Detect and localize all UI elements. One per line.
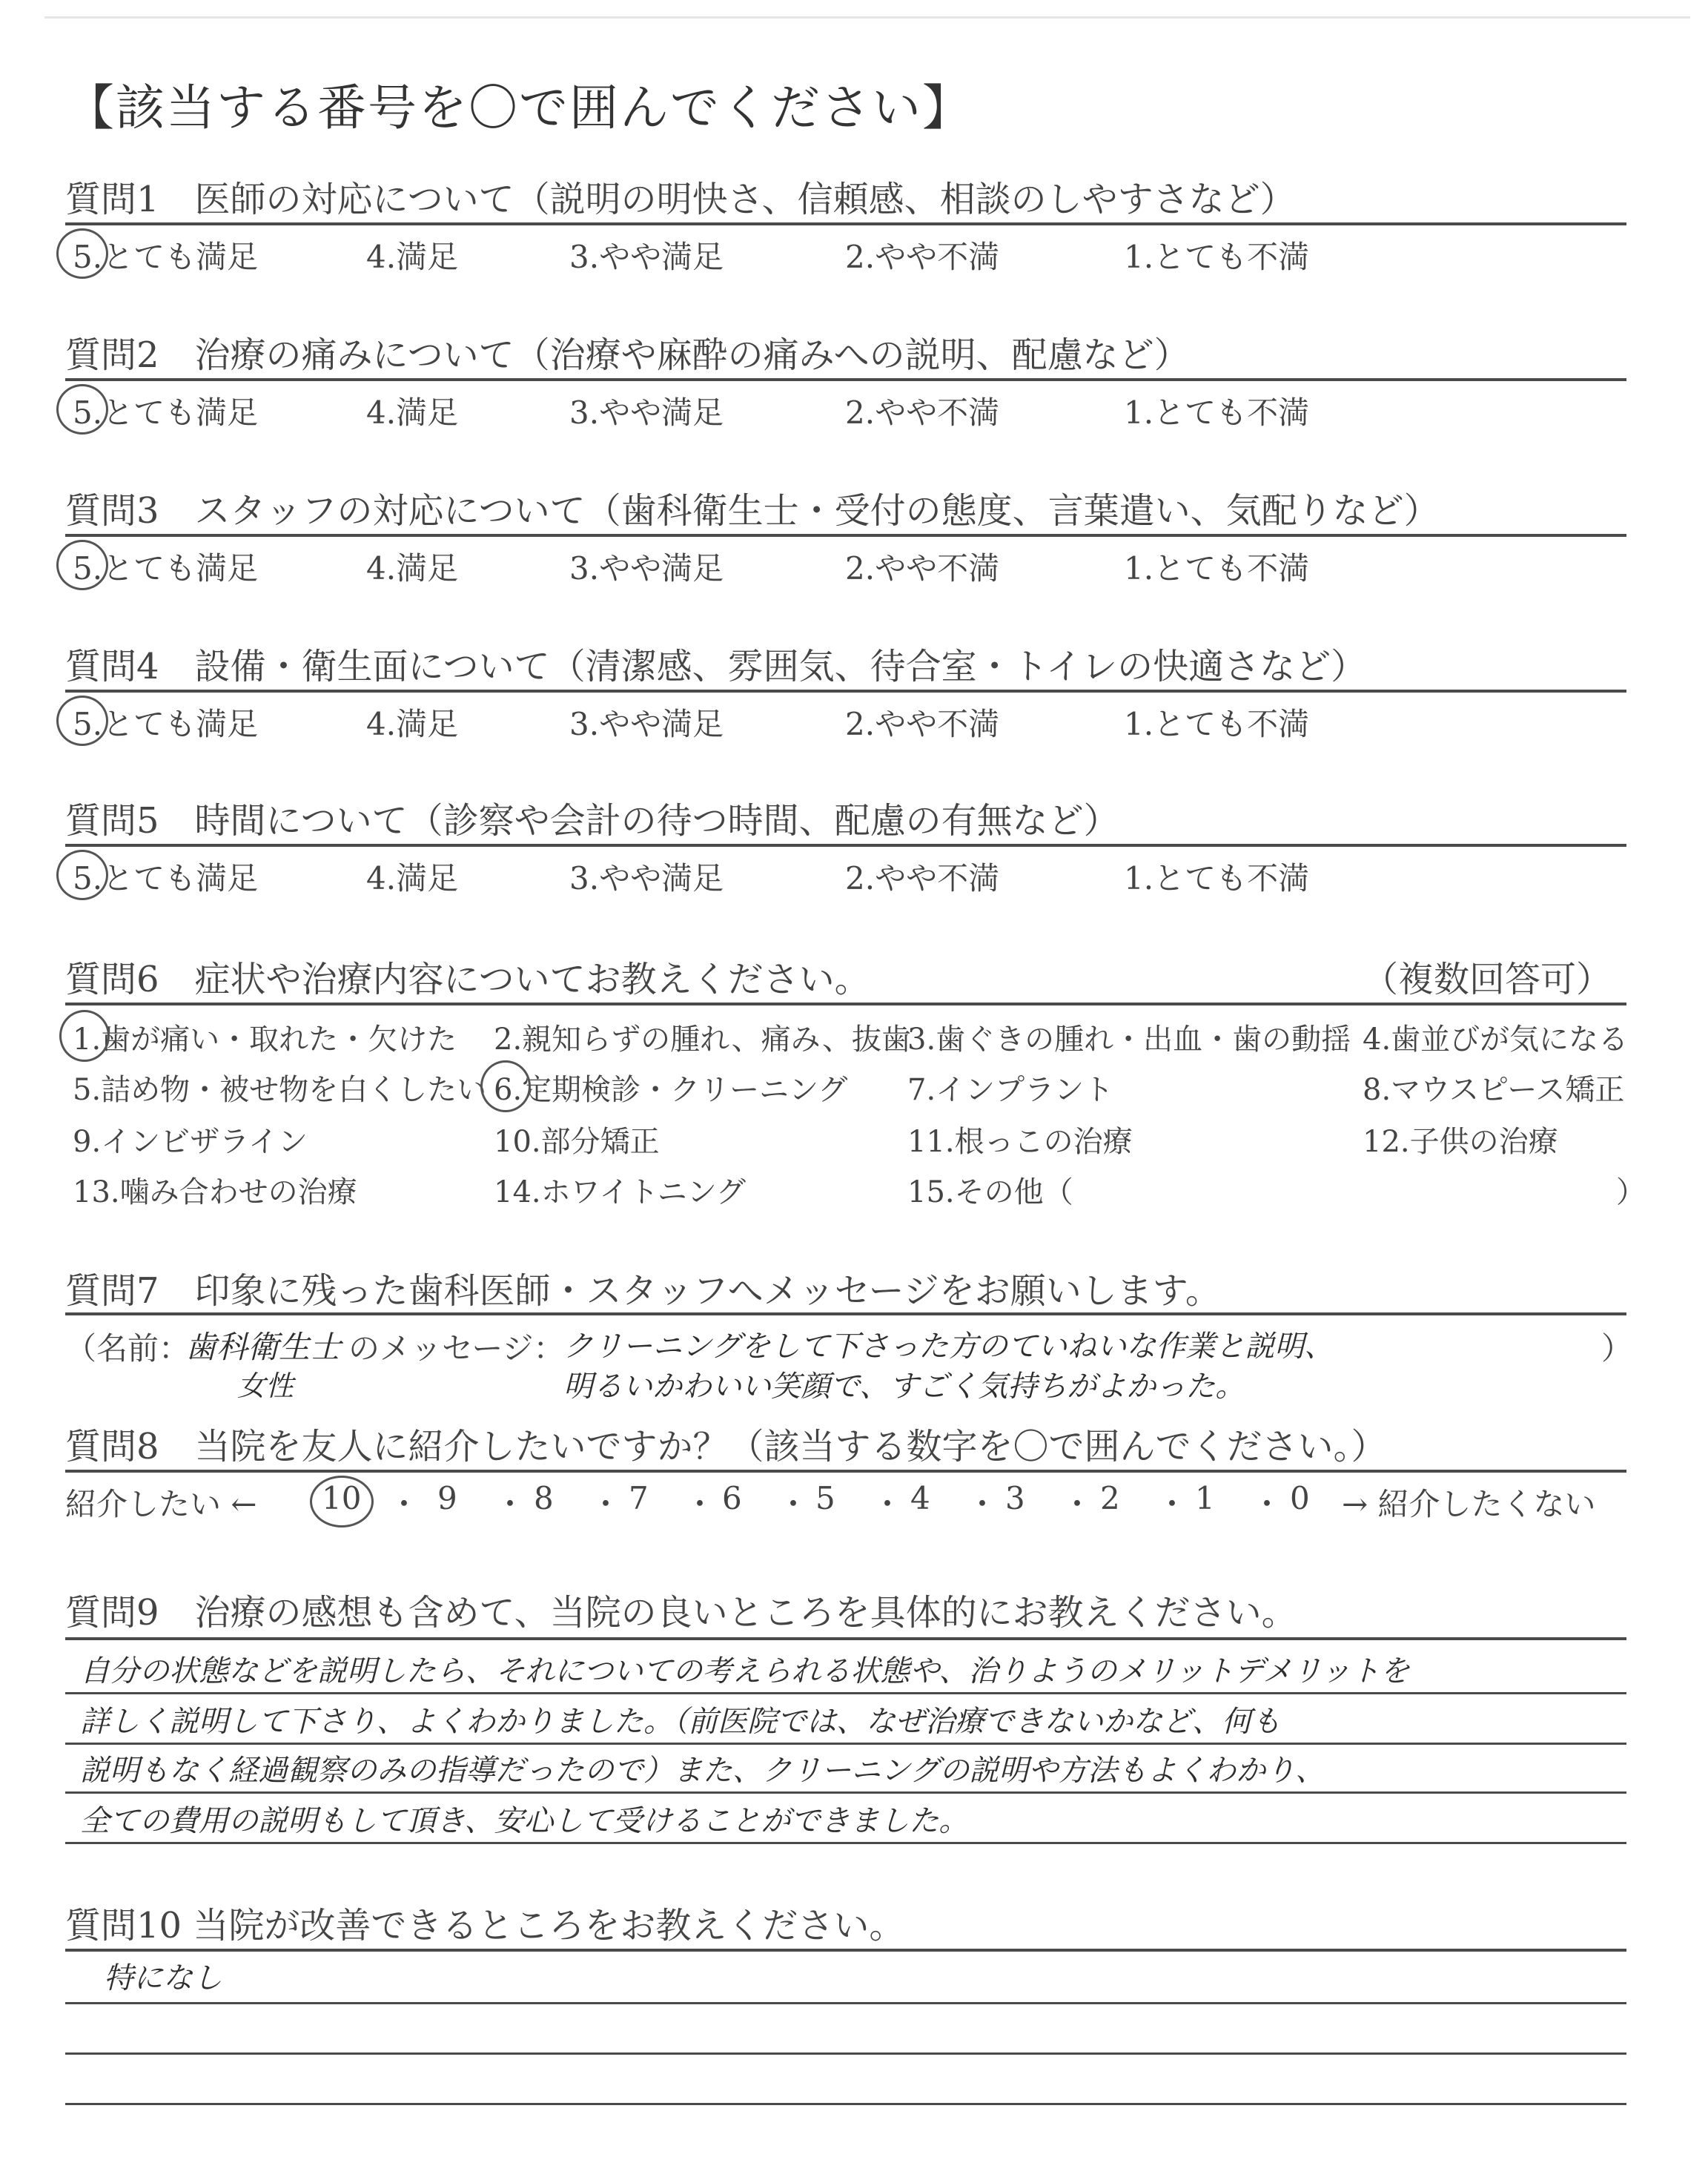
q8-number-2[interactable]: 2: [1100, 1480, 1120, 1516]
q8-separator-dot: ・: [1062, 1486, 1093, 1522]
q3-rule: [65, 534, 1626, 537]
q4-option-5[interactable]: 5.とても満足: [73, 706, 259, 742]
q2-rule: [65, 378, 1626, 381]
q1-option-5[interactable]: 5.とても満足: [73, 239, 259, 275]
q1-rule: [65, 222, 1626, 225]
q9-ruled-line-3: [65, 1791, 1626, 1794]
q3-option-1[interactable]: 1.とても不満: [1124, 550, 1310, 587]
q10-ruled-line-2: [65, 2052, 1626, 2055]
q8-separator-dot: ・: [872, 1486, 904, 1522]
q4-title: 質問4 設備・衛生面について（清潔感、雰囲気、待合室・トイレの快適さなど）: [65, 646, 1367, 687]
q5-rule: [65, 844, 1626, 847]
q7-name-value: 歯科衛生士: [185, 1329, 342, 1365]
q2-option-1[interactable]: 1.とても不満: [1124, 394, 1310, 431]
q6-option-3[interactable]: 3.歯ぐきの腫れ・出血・歯の動揺: [907, 1023, 1351, 1057]
q6-option-10[interactable]: 10.部分矯正: [494, 1125, 660, 1159]
q1-option-2[interactable]: 2.やや不満: [845, 239, 1000, 275]
q5-option-2[interactable]: 2.やや不満: [845, 860, 1000, 896]
q6-option-1[interactable]: 1.歯が痛い・取れた・欠けた: [73, 1023, 457, 1057]
q10-ruled-line-3: [65, 2103, 1626, 2105]
q6-note: （複数回答可）: [1363, 959, 1612, 1000]
q9-answer-line-4: 全ての費用の説明もして頂き、安心して受けることができました。: [80, 1804, 969, 1838]
q7-message-line-2: 明るいかわいい笑顔で、すごく気持ちがよかった。: [563, 1370, 1245, 1404]
q8-separator-dot: ・: [388, 1486, 420, 1522]
q7-rule: [65, 1312, 1626, 1315]
q4-option-1[interactable]: 1.とても不満: [1124, 706, 1310, 742]
q2-option-3[interactable]: 3.やや満足: [569, 394, 724, 431]
q8-right-label: → 紹介したくない: [1342, 1486, 1596, 1522]
q9-ruled-line-4: [65, 1842, 1626, 1844]
q3-selection-circle: [56, 540, 108, 590]
q8-selection-circle: [310, 1476, 374, 1527]
q6-option-5[interactable]: 5.詰め物・被せ物を白くしたい: [73, 1073, 487, 1107]
q8-separator-dot: ・: [967, 1486, 999, 1522]
q9-title: 質問9 治療の感想も含めて、当院の良いところを具体的にお教えください。: [65, 1592, 1297, 1634]
q2-option-4[interactable]: 4.満足: [366, 394, 459, 431]
q8-separator-dot: ・: [494, 1486, 526, 1522]
q6-selection-circle-1: [59, 1010, 110, 1062]
q3-option-3[interactable]: 3.やや満足: [569, 550, 724, 587]
q8-number-0[interactable]: 0: [1290, 1480, 1310, 1516]
q3-option-2[interactable]: 2.やや不満: [845, 550, 1000, 587]
q9-answer-line-2: 詳しく説明して下さり、よくわかりました。（前医院では、なぜ治療できないかなど、何も: [80, 1705, 1281, 1739]
q1-option-1[interactable]: 1.とても不満: [1124, 239, 1310, 275]
q6-title: 質問6 症状や治療内容についてお教えください。: [65, 959, 870, 1000]
q1-title: 質問1 医師の対応について（説明の明快さ、信頼感、相談のしやすさなど）: [65, 179, 1296, 220]
q2-title: 質問2 治療の痛みについて（治療や麻酔の痛みへの説明、配慮など）: [65, 334, 1190, 376]
q10-title: 質問10 当院が改善できるところをお教えください。: [65, 1905, 905, 1946]
q6-rule: [65, 1003, 1626, 1005]
q5-option-5[interactable]: 5.とても満足: [73, 860, 259, 896]
q6-option-7[interactable]: 7.インプラント: [907, 1073, 1114, 1107]
q3-option-4[interactable]: 4.満足: [366, 550, 459, 587]
q7-msg-label: のメッセージ：: [348, 1330, 565, 1367]
q6-option-9[interactable]: 9.インビザライン: [73, 1125, 308, 1159]
q5-option-3[interactable]: 3.やや満足: [569, 860, 724, 896]
q8-number-4[interactable]: 4: [910, 1480, 930, 1516]
q6-option-2[interactable]: 2.親知らずの腫れ、痛み、抜歯: [494, 1023, 911, 1057]
q6-option-8[interactable]: 8.マウスピース矯正: [1363, 1073, 1625, 1107]
q8-number-10[interactable]: 10: [322, 1480, 362, 1516]
q8-separator-dot: ・: [590, 1486, 622, 1522]
q8-separator-dot: ・: [778, 1486, 810, 1522]
q9-ruled-line-2: [65, 1743, 1626, 1745]
q7-name-sub: 女性: [237, 1370, 294, 1402]
q6-option-13[interactable]: 13.噛み合わせの治療: [73, 1175, 357, 1209]
q8-number-6[interactable]: 6: [722, 1480, 742, 1516]
q6-option-11[interactable]: 11.根っこの治療: [907, 1125, 1133, 1159]
q6-option-15[interactable]: 15.その他（: [907, 1175, 1073, 1209]
q5-option-4[interactable]: 4.満足: [366, 860, 459, 896]
q5-option-1[interactable]: 1.とても不満: [1124, 860, 1310, 896]
q8-number-7[interactable]: 7: [629, 1480, 649, 1516]
q10-answer-line-1: 特になし: [104, 1961, 222, 1995]
q8-separator-dot: ・: [684, 1486, 716, 1522]
q6-option-12[interactable]: 12.子供の治療: [1363, 1125, 1558, 1159]
q7-close-paren: ）: [1601, 1330, 1633, 1367]
q9-answer-line-1: 自分の状態などを説明したら、それについての考えられる状態や、治りようのメリットデメリットを: [80, 1654, 1410, 1688]
q4-selection-circle: [56, 696, 108, 746]
q8-number-9[interactable]: 9: [437, 1480, 457, 1516]
q2-selection-circle: [56, 384, 108, 435]
q9-answer-line-3: 説明もなく経過観察のみの指導だったので）また、クリーニングの説明や方法もよくわかり、: [80, 1754, 1325, 1788]
q8-separator-dot: ・: [1251, 1486, 1283, 1522]
q10-rule: [65, 1949, 1626, 1952]
q5-title: 質問5 時間について（診察や会計の待つ時間、配慮の有無など）: [65, 800, 1119, 842]
q8-left-label: 紹介したい ←: [65, 1486, 257, 1522]
q9-rule: [65, 1637, 1626, 1640]
q3-option-5[interactable]: 5.とても満足: [73, 550, 259, 587]
q2-option-5[interactable]: 5.とても満足: [73, 394, 259, 431]
q6-selection-circle-6: [480, 1060, 531, 1112]
top-edge-line: [44, 16, 1690, 19]
page-header: 【該当する番号を〇で囲んでください】: [65, 79, 973, 136]
q1-selection-circle: [56, 228, 108, 279]
q7-message-line-1: クリーニングをして下さった方のていねいな作業と説明、: [563, 1330, 1334, 1364]
q6-option-16[interactable]: ）: [1616, 1175, 1646, 1209]
q8-rule: [65, 1470, 1626, 1473]
q7-title: 質問7 印象に残った歯科医師・スタッフへメッセージをお願いします。: [65, 1270, 1221, 1312]
q8-number-5[interactable]: 5: [815, 1480, 835, 1516]
q7-name-label: （名前：: [65, 1330, 191, 1367]
q1-option-3[interactable]: 3.やや満足: [569, 239, 724, 275]
q6-option-14[interactable]: 14.ホワイトニング: [494, 1175, 747, 1209]
q5-selection-circle: [56, 850, 108, 900]
q8-number-1[interactable]: 1: [1195, 1480, 1215, 1516]
q8-title: 質問8 当院を友人に紹介したいですか？（該当する数字を〇で囲んでください。）: [65, 1426, 1387, 1467]
q4-option-3[interactable]: 3.やや満足: [569, 706, 724, 742]
q6-option-6[interactable]: 6.定期検診・クリーニング: [494, 1073, 848, 1107]
q8-separator-dot: ・: [1156, 1486, 1188, 1522]
q10-ruled-line-1: [65, 2002, 1626, 2004]
q4-option-2[interactable]: 2.やや不満: [845, 706, 1000, 742]
q6-option-4[interactable]: 4.歯並びが気になる: [1363, 1023, 1629, 1057]
q2-option-2[interactable]: 2.やや不満: [845, 394, 1000, 431]
q1-option-4[interactable]: 4.満足: [366, 239, 459, 275]
q4-option-4[interactable]: 4.満足: [366, 706, 459, 742]
q8-number-8[interactable]: 8: [534, 1480, 554, 1516]
q8-number-3[interactable]: 3: [1005, 1480, 1025, 1516]
q4-rule: [65, 690, 1626, 693]
q9-ruled-line-1: [65, 1692, 1626, 1694]
q3-title: 質問3 スタッフの対応について（歯科衛生士・受付の態度、言葉遣い、気配りなど）: [65, 490, 1440, 532]
